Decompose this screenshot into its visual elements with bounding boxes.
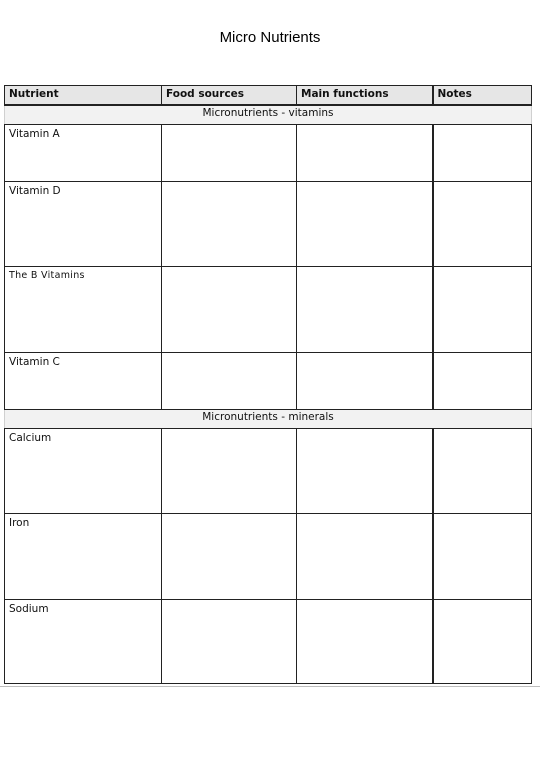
notes-cell[interactable]: [433, 514, 532, 600]
nutrient-name: Iron: [5, 514, 162, 600]
table-row: [5, 600, 532, 684]
header-main-functions: Main functions: [297, 86, 433, 106]
table-row: [5, 125, 532, 182]
notes-cell[interactable]: [433, 429, 532, 514]
table-row: [5, 514, 532, 600]
section-label-minerals: Micronutrients - minerals: [5, 410, 532, 429]
header-food-sources: Food sources: [162, 86, 297, 106]
section-row-vitamins: [5, 105, 532, 125]
nutrient-name: Vitamin D: [5, 182, 162, 267]
nutrients-table: [4, 85, 532, 684]
page-bottom-divider: [0, 686, 540, 687]
main-functions-cell[interactable]: [297, 429, 433, 514]
nutrient-name: Vitamin A: [5, 125, 162, 182]
section-row-minerals: [5, 410, 532, 429]
food-sources-cell[interactable]: [162, 429, 297, 514]
food-sources-cell[interactable]: [162, 182, 297, 267]
main-functions-cell[interactable]: [297, 125, 433, 182]
nutrient-name: The B Vitamins: [5, 267, 162, 353]
notes-cell[interactable]: [433, 125, 532, 182]
food-sources-cell[interactable]: [162, 267, 297, 353]
notes-cell[interactable]: [433, 353, 532, 410]
nutrient-name: Vitamin C: [5, 353, 162, 410]
main-functions-cell[interactable]: [297, 182, 433, 267]
food-sources-cell[interactable]: [162, 353, 297, 410]
table-row: [5, 267, 532, 353]
notes-cell[interactable]: [433, 267, 532, 353]
main-functions-cell[interactable]: [297, 267, 433, 353]
section-label-vitamins: Micronutrients - vitamins: [5, 105, 532, 125]
food-sources-cell[interactable]: [162, 514, 297, 600]
notes-cell[interactable]: [433, 600, 532, 684]
header-notes: Notes: [433, 86, 532, 106]
food-sources-cell[interactable]: [162, 125, 297, 182]
table-row: [5, 353, 532, 410]
header-nutrient: Nutrient: [5, 86, 162, 106]
main-functions-cell[interactable]: [297, 600, 433, 684]
page-title: Micro Nutrients: [219, 29, 321, 46]
nutrient-name: Calcium: [5, 429, 162, 514]
main-functions-cell[interactable]: [297, 514, 433, 600]
table-row: [5, 429, 532, 514]
table-header-row: [5, 86, 532, 106]
food-sources-cell[interactable]: [162, 600, 297, 684]
notes-cell[interactable]: [433, 182, 532, 267]
table-row: [5, 182, 532, 267]
main-functions-cell[interactable]: [297, 353, 433, 410]
nutrient-name: Sodium: [5, 600, 162, 684]
